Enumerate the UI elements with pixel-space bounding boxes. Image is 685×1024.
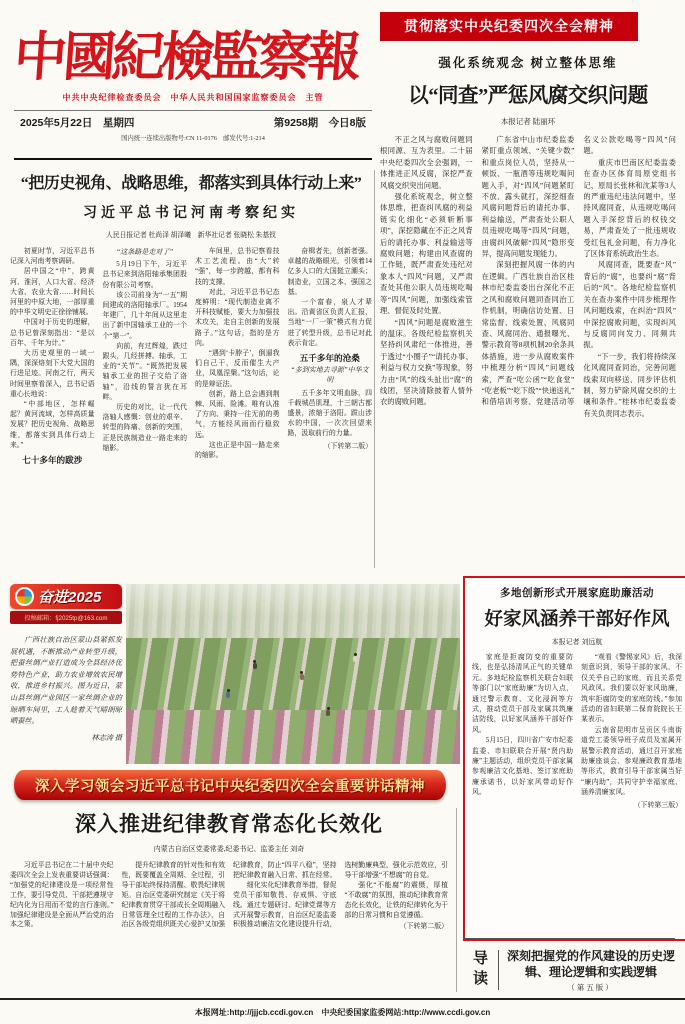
article-tongcha [380,12,676,572]
photo-rail [10,584,122,764]
article-paragraph: 强化“不能腐”的震慑，厚植“不敢腐”的氛围，推动纪律教育常态化长效化，让铁的纪律转化为干部的日常习惯和自觉遵循。 [344,881,448,919]
ribbon-banner [14,770,446,800]
photo-caption: 广西壮族自治区蒙山县紧抓发展机遇，不断推动产业转型升级，把蚕丝绸产业打造成为全县经济优势特色产业，助力农业增效农民增收，推进乡村振兴。图为近日，蒙山县丝绸产业园区一家丝绸企业的晾晒车间里，工人趁着天气晴朗晾晒蚕丝。 [10,636,122,726]
article-paragraph: 初夏时节，习近平总书记深入河南考察调研。 [10,248,95,266]
reading-guide-page: （第五版） [567,982,615,992]
article-paragraph: 一个富春，泉人才辈出。沿黄省区负责人汇报，当地“一厂一策”模式有力促进了转型升级，总书记对此表示肯定。 [287,299,372,347]
article-paragraph: 对此，习近平总书记态度鲜明：“现代制造业离不开科技赋能，要大力加强技术攻关，走自主创新的发展路子。”这句话，指的是方向。 [195,288,280,347]
article-paragraph: 向前，有过辉煌，跌过跟头，几经拼搏。轴承，工业的“关节”。“既然把发展轴承工业的担子交给了洛轴”，沿线的誓言犹在耳畔。 [102,342,187,401]
article-paragraph: 云南省昆明市呈贡区斗南街道党工委领导班子成员及家属开展警示教育活动，通过召开家庭助廉座谈会、参观廉政教育基地等形式，教育引导干部家属当好“廉内助”，共同守护幸福家庭、涵养清廉家风。 [581,726,682,797]
article-paragraph: “四风”问题是腐败滋生的温床。各级纪检监察机关坚持纠风肃纪一体推进，善于透过“小圈子”“请托办事、利益与权力交换”等现象，努力由“风”的线头扯出“腐”的线团，坚决清除披着人情外衣的腐败问题。 [380,317,473,407]
article-subhead-quote: “多到实地去寻源”中华文明 [290,366,369,385]
column-divider [374,170,375,568]
article-paragraph: 5月15日，四川省广安市纪委监委、市妇联联合开展“贤内助廉”主题活动，组织党员干部家属参观廉洁文化基地、签订家庭助廉承诺书，以好家风带动好作风。 [472,737,573,797]
article-paragraph: 奋楫者先，创新者强。卓越的战略眼光，引领着14亿多人口的大国挺立潮头；制造业，立国之本、强国之基。 [287,248,372,296]
article-subhead: 五千多年的沧桑 [299,353,360,364]
article-paragraph: 提升纪律教育的针对性和有效性，既要覆盖全周期、全过程，引导干部始终保持清醒、敬畏纪律规矩。自治区党委研究制定《关于将纪律教育贯穿干部成长全周期融入日常管理全过程的工作办法》，自治区各级党组织既关心爱护又加强纪律教育，防止“四平八稳”，坚持把纪律教育融入日常、抓在经常。 [121,862,337,929]
article-paragraph: “中部地区，怎样崛起？黄河流域，怎样高质量发展？把历史视角、战略思维，都落实到具体行动上来。” [10,401,95,449]
article-family-style [463,576,685,941]
article-deck: 习近平总书记河南考察纪实 [83,206,299,221]
article-headline: 以“同查”严惩风腐交织问题 [408,85,648,107]
publication-number: 国内统一连续出版物号:CN 11-0176 邮发代号:1-214 [121,135,265,142]
submission-email: 投稿邮箱：fj2025tp@163.com [10,611,122,624]
reading-guide-label: 导读 [471,950,487,990]
pinwheel-icon [15,587,34,606]
article-paragraph: 车间里，总书记察看技术工艺流程。由“大”转“强”，每一步跨越，都有科技的支撑。 [195,248,280,286]
photo-credit: 林志涛 摄 [91,733,122,742]
article-body [10,247,372,565]
issue-number: 第9258期 今日8版 [273,117,366,129]
supervisor-line: 中共中央纪律检查委员会 中华人民共和国国家监察委员会 主管 [62,93,324,102]
masthead [14,6,372,160]
article-paragraph: 重庆市巴南区纪委监委在查办区体育局原党组书记、原局长张林和沈某等3人的严重违纪违法问题中，坚持风腐同查，从违规吃喝问题入手深挖背后的权钱交易，严肃查处了一批违规收受红包礼金问题，有力净化了区体育系统政治生态。 [583,157,676,259]
article-paragraph: 家庭是拒腐防变的重要防线，也是弘扬清风正气的关键单元。多地纪检监察机关联合妇联等部门以“家庭助廉”为切入点，通过警示教育、文化浸润等方式，推动党员干部及家属共筑廉洁防线，以好家风涵养干部好作风。 [472,654,573,734]
badge-label: 奋进2025 [38,589,102,606]
turn-page-note: （下转第二版） [399,923,448,931]
turn-page-note: （下转第二版） [323,442,372,450]
article-paragraph: 风腐同查，既要查“风”背后的“腐”，也要纠“腐”背后的“风”。各地纪检监察机关在查办案件中同步梳理作风问题线索，在纠治“四风”中深挖腐败问题，实现纠风与反腐同向发力、同频共振。 [583,260,676,350]
article-discipline-education [10,808,457,992]
reading-guide-title: 深刻把握党的作风建设的历史逻辑、理论逻辑和实践逻辑 [507,948,676,979]
photo-haze [126,584,460,616]
article-byline: 内蒙古自治区党委常委,纪委书记、监委主任 刘奇 [153,845,305,853]
article-paragraph: 5月19日下午，习近平总书记来到洛阳轴承集团股份有限公司考察。 [102,261,187,289]
reading-guide-content [507,948,675,993]
article-byline: 本报记者 刘远航 [551,638,603,646]
article-subhead-quote: “这条路是走对了” [116,248,174,256]
article-main [10,170,372,576]
dateline [14,110,372,130]
article-kicker: 强化系统观念 树立整体思维 [438,56,618,70]
article-paragraph: “下一步，我们将持续深化风腐同查同治，完善问题线索双向移送、同步评估机制，努力铲除风腐交织的土壤和条件。”桂林市纪委监委有关负责同志表示。 [583,351,676,418]
article-paragraph: 创新，路上总会遇到荆棘、风雨、险滩。唯有认准了方向、秉持一往无前的勇气，方能经风雨而行稳致远。 [195,390,280,439]
article-kicker: 多地创新形式开展家庭助廉活动 [500,588,654,599]
turn-page-note: （下转第三版） [633,801,682,809]
reading-guide-divider [498,950,499,990]
worker-figure [353,656,357,662]
article-paragraph: 深刻把握风腐一体的内在逻辑。广西壮族自治区桂林市纪委监委出台深化不正之风和腐败问题同查同治工作机制，明确信访处置、日常监督、线索处置、风腐同查、风腐同治、通报曝光、警示教育等8项机制20余条具体措施，进一步从腐败案件中梳理分析“四风”问题线索，严查“吃公函”“吃食堂”“吃老板”“吃下级”“快递送礼”和借培训考察、党建活动等名义公款吃喝等“四风”问题。 [481,135,676,407]
reading-guide [463,938,675,997]
article-paragraph: 强化系统观念，树立整体思维，把查纠风腐的利益链实化细化“必须斩断事项”，深挖隐藏在不正之风背后的请托办事、利益输送等腐败问题；构建由风查腐的工作链，既严肃查处违纪对象本人“四风”问题，又严肃查处其他公职人员违规吃喝等“四风”问题，加强线索管理、督促及时处置。 [380,192,473,316]
article-paragraph: 该公司前身为“一五”期间建成的洛阳轴承厂。1954年建厂，几十年间从这里走出了新中国轴承工业的一个个“第一”。 [102,291,187,340]
worker-figure [226,692,230,698]
article-paragraph: 大历史观里的一域一隅，深深烙刻下大党大国的行进足迹。河南之行，两天时间里察看深入，总书记语重心长地说： [10,350,95,398]
publication-date: 2025年5月22日 星期四 [20,117,135,129]
article-paragraph: 习近平总书记在二十届中央纪委四次全会上发表重要讲话强调：“加强党的纪律建设是一项经常性工作，要引导党员、干部把遵规守纪内化为日用而不觉的言行准则。”加强纪律建设是全面从严治党的治本之策。 [10,862,114,929]
article-body [380,134,676,572]
article-paragraph: 五千多年文明血脉，四千载城邑肌理，十三朝古都盛景，浓缩于洛阳。跋山涉水的中国，一次次回望来路，汲取前行的力量。 [287,389,372,438]
article-headline: 深入推进纪律教育常态化长效化 [75,812,383,836]
page-footer: 本报网址:http://jjjcb.ccdi.gov.cn 中央纪委国家监委网站:http://www.ccdi.gov.cn [0,998,685,1018]
article-byline: 本报记者 陆丽环 [500,117,556,126]
article-paragraph: 历史的对比，让一代代洛轴人感慨：创业的艰辛、转型的阵痛、创新的突围，正是民族制造业一路走来的缩影。 [102,404,187,452]
article-paragraph: 广东省中山市纪委监委紧盯重点领域、“关键少数”和重点岗位人员，坚持从一顿饭、一瓶酒等违规吃喝问题入手，对“四风”问题紧盯不放、露头就打，深挖细查风腐问题背后的请托办事、利益输送，严肃查处公职人员违规吃喝等“四风”问题，由腐纠风破解“四风”隐形变异，提高问题发现能力。 [481,135,575,259]
photo-flower-rows [126,710,460,764]
photo-green-rows [126,638,460,714]
article-paragraph: 这也正是中国一路走来的缩影。 [195,441,280,460]
article-paragraph: 细化实化纪律教育举措，督促党员干部知敬畏、存戒惧、守底线。通过专题研讨、纪律党课等方式开展警示教育，自治区纪委监委积极推动廉洁文化建设提升行动，选树勤廉典型，强化示范效应，引导干部增强“不想腐”的自觉。 [233,862,448,929]
ribbon-text: 深入学习领会习近平总书记中央纪委四次全会重要讲话精神 [35,778,425,795]
article-headline: 好家风涵养干部好作风 [484,610,670,630]
article-paragraph: “遇到‘卡脖子’，倒逼我们自己干，反而催生大产业，凤凰涅槃。”这句话，论的是辩证法。 [195,350,280,388]
article-paragraph: 中国对于历史的理解，总书记曾深刻指出：“是以百年、千年为计。” [10,319,95,347]
article-byline: 人民日报记者 杜尚泽 胡泽曦 新华社记者 张晓松 朱基钗 [106,232,276,239]
fenjin-2025-badge [10,584,122,609]
newspaper-title: 中國紀檢監察報 [12,29,360,87]
theme-banner: 贯彻落实中央纪委四次全会精神 [380,12,638,41]
article-paragraph: 不正之风与腐败问题同根同源、互为表里。二十届中央纪委四次全会强调，一体推进正风反腐，深挖严查风腐交织突出问题。 [380,135,473,190]
news-photo-silk-drying-field [126,584,460,764]
article-paragraph: 居中国之“中”，跨黄河、淮河，人口大省、经济大省、农业大省……时间长河里的中原大地，一部厚重的中华文明史正徐徐铺展。 [10,268,95,317]
article-subhead: 七十多年的跋涉 [22,455,83,466]
article-paragraph: “观看《警惕家风》后，我深刻意识到，领导干部的家风，不仅关乎自己的家庭，而且关系党风政风。我们要以好家风助廉，筑牢拒腐防变的家庭防线。”参加活动的省妇联第二保育院院长王某表示。 [581,654,682,724]
worker-figure [300,674,304,680]
worker-figure [253,663,257,669]
article-headline: “把历史视角、战略思维，都落实到具体行动上来” [20,175,362,192]
article-body [10,861,448,991]
article-body [472,653,682,915]
